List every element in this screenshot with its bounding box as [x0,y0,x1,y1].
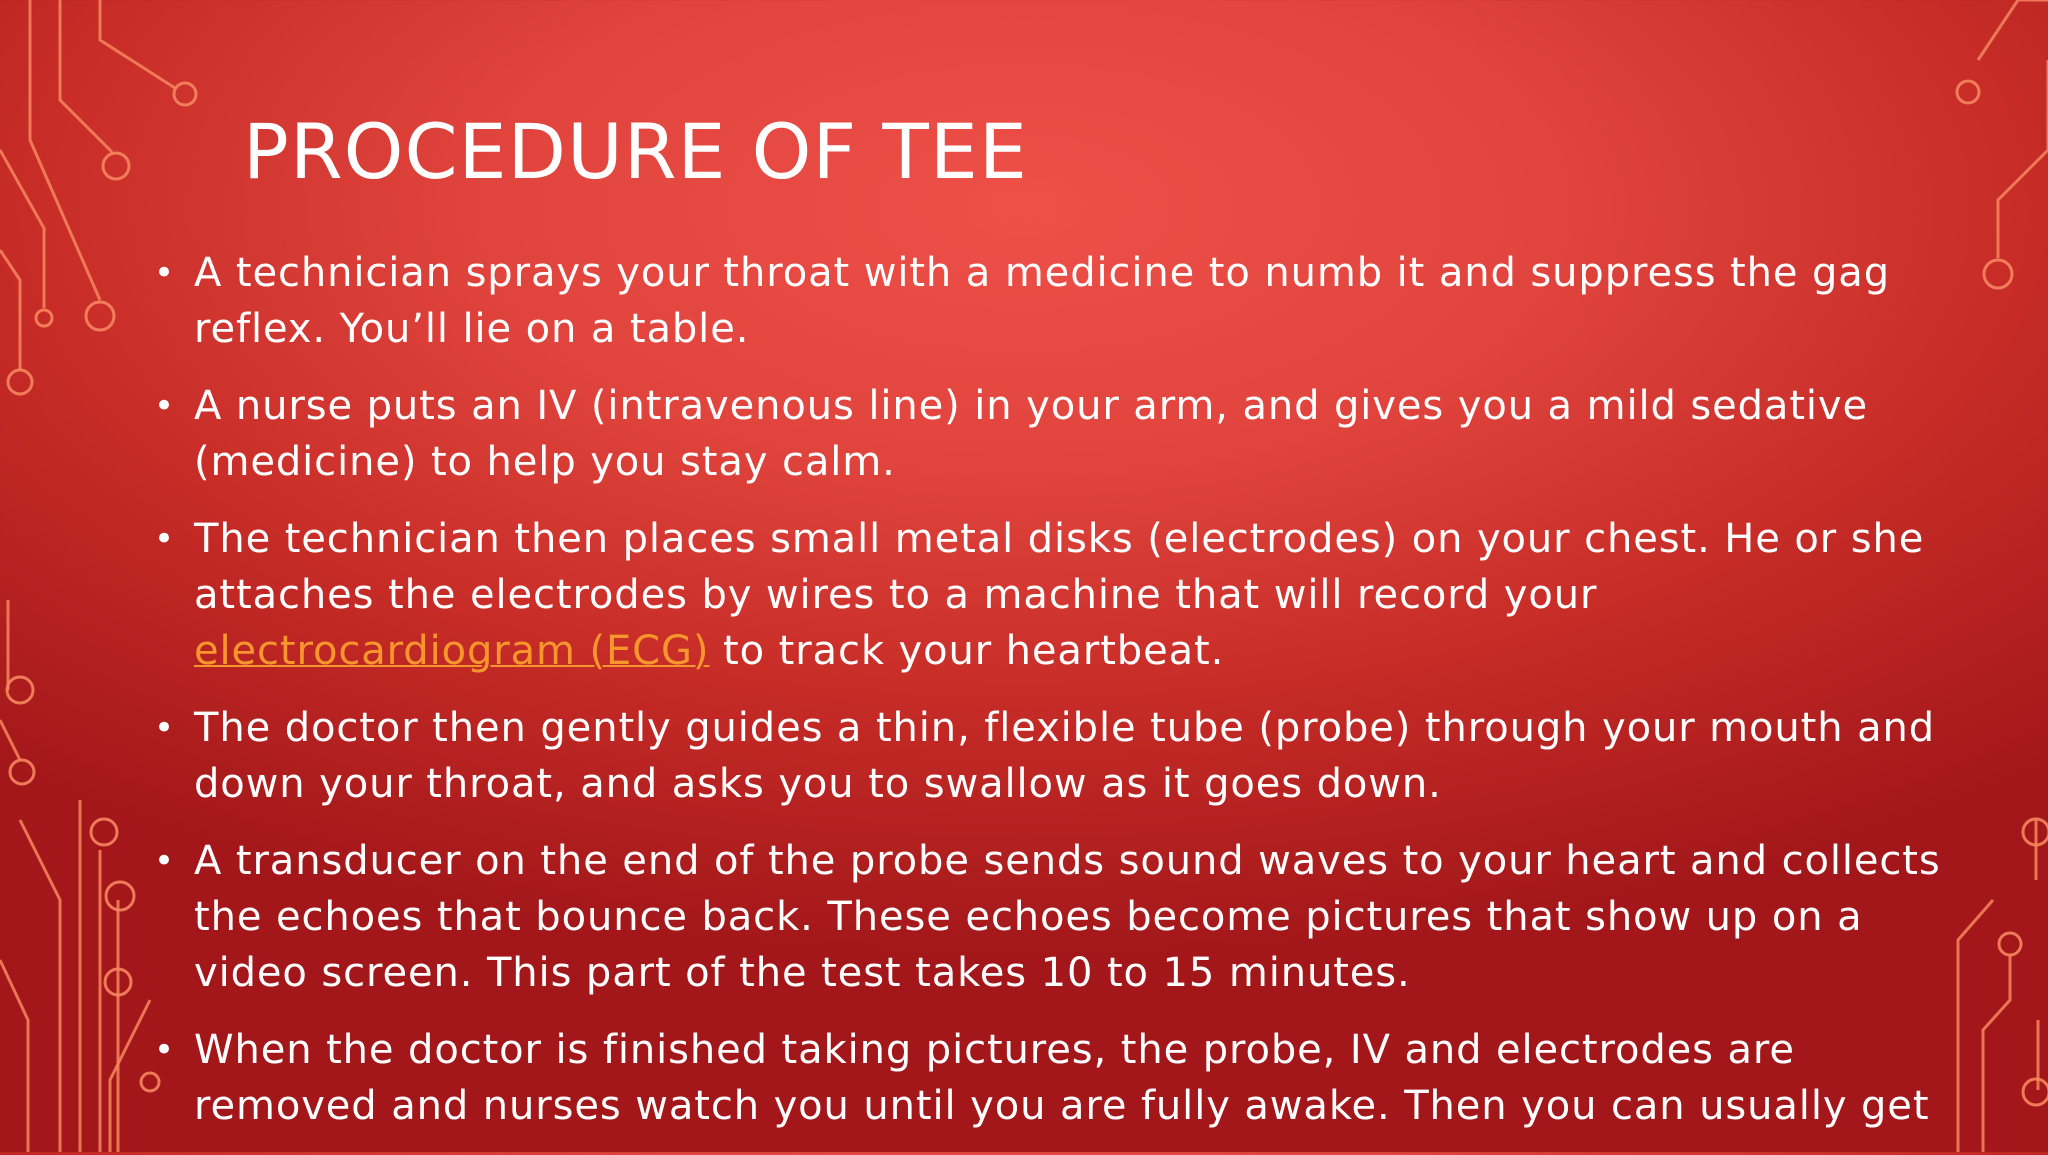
slide-title: PROCEDURE OF TEE [243,107,1028,196]
bullet-marker: • [154,386,175,426]
bullet-text: The doctor then gently guides a thin, flexible tube (probe) through your mouth and down your throat, and asks you to swallow as it goes down. [194,705,1936,807]
bullet-marker: • [154,253,175,293]
bullet-list [150,245,1950,1155]
bullet-item [150,833,1950,1001]
bullet-item [150,378,1950,490]
bullet-marker: • [154,1030,175,1070]
bullet-marker: • [154,708,175,748]
ecg-link[interactable]: electrocardiogram (ECG) [194,628,710,674]
bullet-marker: • [154,841,175,881]
circuit-decoration-right [1938,0,2048,1152]
bullet-text: A transducer on the end of the probe sends sound waves to your heart and collects the echoes that bounce back. These echoes become pictures that show up on a video screen. This part of the test takes 10 to 15 minutes. [194,838,1941,996]
bullet-marker: • [154,519,175,559]
bullet-text-after-link: to track your heartbeat. [709,628,1225,674]
bullet-item [150,1022,1950,1134]
bullet-text: A nurse puts an IV (intravenous line) in your arm, and gives you a mild sedative (medicine) to help you stay calm. [194,383,1869,485]
bullet-text-before-link: The technician then places small metal disks (electrodes) on your chest. He or she attaches the electrodes by wires to a machine that will record your [194,516,1925,618]
bullet-item [150,245,1950,357]
bullet-text: A technician sprays your throat with a medicine to numb it and suppress the gag reflex. You’ll lie on a table. [194,250,1891,352]
bullet-item [150,700,1950,812]
bullet-text: When the doctor is finished taking pictures, the probe, IV and electrodes are removed and nurses watch you until you are fully awake. Then you can usually get [194,1027,1930,1129]
bullet-item [150,511,1950,679]
